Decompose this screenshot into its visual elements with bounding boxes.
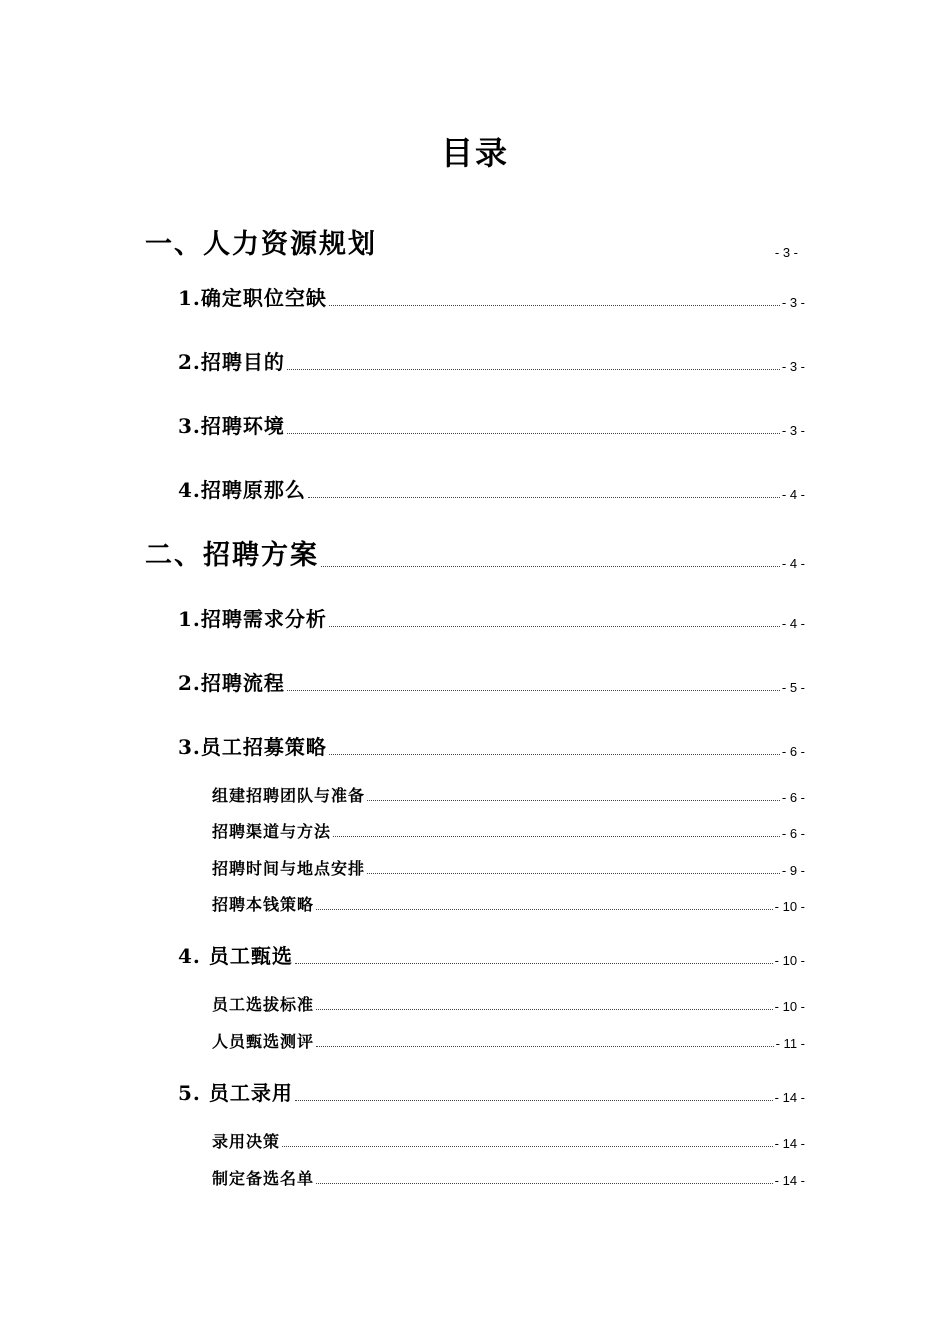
toc-leader [321, 566, 780, 567]
toc-entry[interactable] [212, 783, 805, 806]
toc-entry-label: 员工选拔标准 [212, 995, 315, 1014]
toc-leader [367, 800, 780, 801]
toc-entry-label: 录用决策 [212, 1132, 281, 1151]
toc-entry[interactable] [178, 731, 805, 760]
toc-page-number: - 4 - [781, 616, 805, 631]
toc-leader [316, 1183, 773, 1184]
toc-leader [316, 1009, 773, 1010]
toc-entry[interactable] [212, 1029, 805, 1052]
toc-entry-label: 一、人力资源规划 [145, 229, 377, 260]
toc-entry[interactable] [178, 474, 805, 503]
toc-entry-label: 二、招聘方案 [145, 540, 319, 571]
toc-entry[interactable] [178, 346, 805, 375]
toc-entry-label: 招聘渠道与方法 [212, 822, 332, 841]
toc-page-number: - 3 - [781, 423, 805, 438]
toc-leader [316, 909, 773, 910]
toc-entry-label: 组建招聘团队与准备 [212, 786, 366, 805]
toc-entry-label: 3.员工招募策略 [178, 735, 327, 759]
toc-page-number: - 3 - [781, 295, 805, 310]
toc-entry-label: 4.招聘原那么 [178, 478, 306, 502]
toc-entry-label: 1.招聘需求分析 [178, 607, 327, 631]
toc-entry[interactable] [212, 892, 805, 915]
toc-page-number: - 10 - [774, 999, 805, 1014]
toc-entry[interactable] [212, 1166, 805, 1189]
toc-entry[interactable] [178, 410, 805, 439]
toc-page-number: - 4 - [781, 556, 805, 571]
toc-leader [287, 690, 780, 691]
toc-page-number: - 9 - [781, 863, 805, 878]
toc-leader [329, 305, 780, 306]
toc-leader [329, 754, 780, 755]
toc-page-number: - 3 - [774, 245, 798, 260]
toc-page-number: - 14 - [774, 1173, 805, 1188]
toc-entry-label: 4. 员工甄选 [178, 944, 293, 968]
toc-entry-label: 2.招聘目的 [178, 350, 285, 374]
toc-entry-label: 招聘本钱策略 [212, 895, 315, 914]
toc-page-number: - 10 - [774, 953, 805, 968]
toc-leader [329, 626, 780, 627]
toc-page-number: - 6 - [781, 744, 805, 759]
toc-page-number: - 3 - [781, 359, 805, 374]
toc-entry[interactable] [212, 856, 805, 879]
toc-leader [316, 1046, 774, 1047]
page-title: 目录 [440, 134, 509, 172]
toc-page-number: - 6 - [781, 826, 805, 841]
toc-entry[interactable] [212, 1129, 805, 1152]
toc-entry-label: 人员甄选测评 [212, 1032, 315, 1051]
toc-page-number: - 5 - [781, 680, 805, 695]
toc-entry[interactable] [145, 533, 805, 572]
toc-entry[interactable] [178, 940, 805, 969]
toc-entry-label: 1.确定职位空缺 [178, 286, 327, 310]
toc-page-number: - 6 - [781, 790, 805, 805]
toc-entry[interactable] [212, 819, 805, 842]
toc-page-number: - 11 - [775, 1036, 805, 1051]
toc-entry[interactable] [178, 667, 805, 696]
toc-entry[interactable] [178, 603, 805, 632]
toc-page-number: - 10 - [774, 899, 805, 914]
toc-leader [308, 497, 780, 498]
toc-entry[interactable] [212, 992, 805, 1015]
toc-entry-label: 制定备选名单 [212, 1169, 315, 1188]
toc-page-number: - 14 - [774, 1136, 805, 1151]
toc-leader [287, 433, 780, 434]
toc-leader [295, 1100, 773, 1101]
toc-leader [367, 873, 780, 874]
toc-leader [333, 836, 780, 837]
toc-entry-label: 2.招聘流程 [178, 671, 285, 695]
toc-leader [287, 369, 780, 370]
toc-leader [282, 1146, 773, 1147]
toc-entry-label: 5. 员工录用 [178, 1081, 293, 1105]
toc-leader [295, 963, 773, 964]
toc-entry[interactable] [178, 1077, 805, 1106]
toc-entry[interactable] [178, 282, 805, 311]
toc-page-number: - 4 - [781, 487, 805, 502]
toc-entry-label: 3.招聘环境 [178, 414, 285, 438]
toc-entry[interactable] [145, 222, 798, 261]
toc-entry-label: 招聘时间与地点安排 [212, 859, 366, 878]
toc-page-number: - 14 - [774, 1090, 805, 1105]
